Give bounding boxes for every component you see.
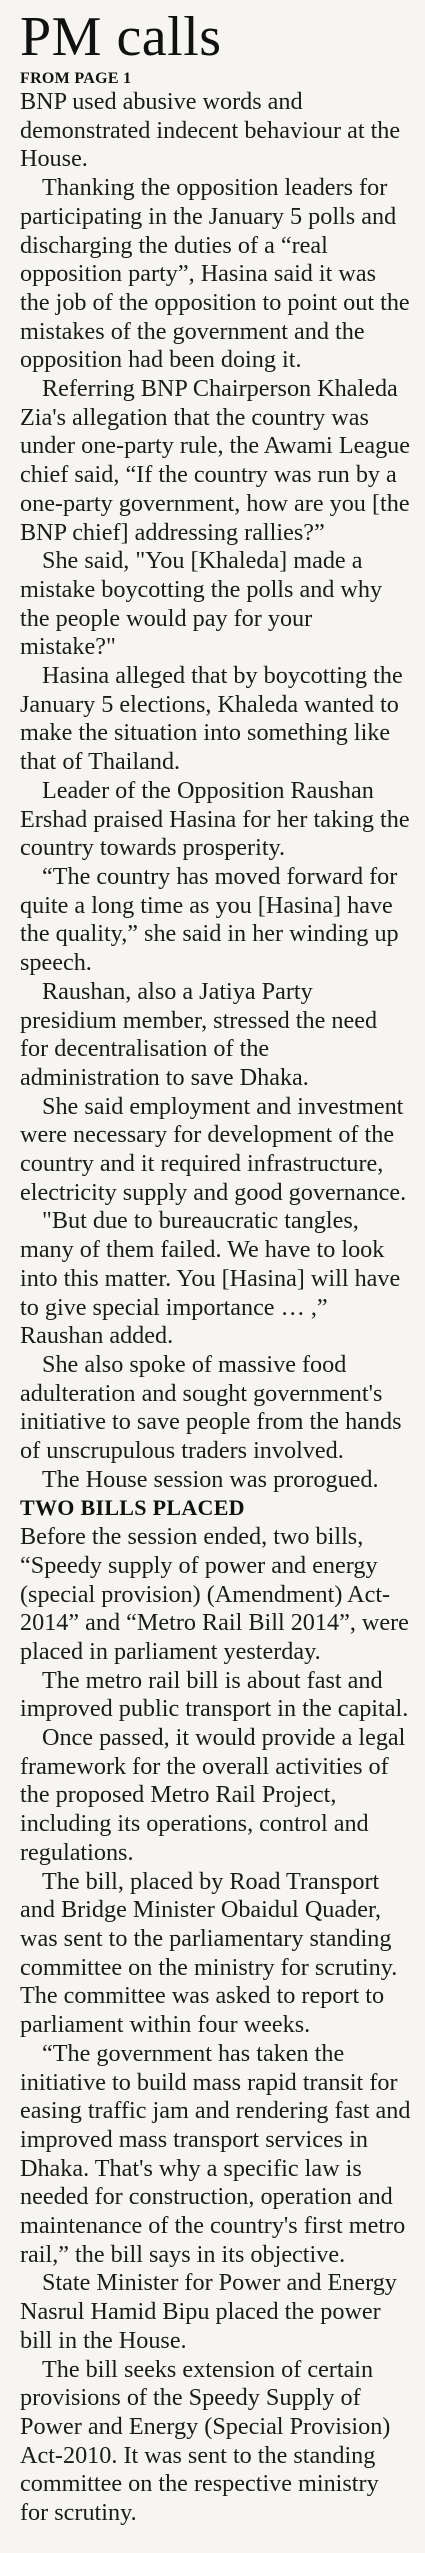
paragraph: She also spoke of massive food adulteration and sought government's initiative to save people from the hands of unscrupulous traders involved. [20,1350,402,1465]
paragraph: The metro rail bill is about fast and improved public transport in the capital. [20,1666,409,1723]
paragraph: The House session was prorogued. [42,1465,379,1493]
paragraph: State Minister for Power and Energy Nasrul Hamid Bipu placed the power bill in the House. [20,2269,397,2354]
headline: PM calls [20,6,222,68]
paragraph: “The government has taken the initiative to build mass rapid transit for easing traffic jam and rendering fast and improved mass transport services in Dhaka. That's why a specific law is needed for construction, operation and maintenance of the country's first metro rail,” the bill says in its objective. [20,2039,411,2268]
article-body [20,88,411,2528]
paragraph: She said employment and investment were necessary for development of the country and it required infrastructure, electricity supply and good governance. [20,1092,407,1206]
paragraph: Hasina alleged that by boycotting the January 5 elections, Khaleda wanted to make the situation into something like that of Thailand. [20,662,403,776]
paragraph: The bill seeks extension of certain provisions of the Speedy Supply of Power and Energy (Special Provision) Act-2010. It was sent to the standing committee on the respective ministry for scrutiny. [20,2355,391,2527]
dateline: FROM PAGE 1 [20,70,132,87]
paragraph: Raushan, also a Jatiya Party presidium member, stressed the need for decentralisation of the administration to save Dhaka. [20,977,378,1091]
paragraph: Thanking the opposition leaders for participating in the January 5 polls and discharging the duties of a “real opposition party”, Hasina said it was the job of the opposition to point out the mistakes of the government and the opposition had been doing it. [20,174,410,374]
paragraph: BNP used abusive words and demonstrated indecent behaviour at the House. [20,88,401,173]
paragraph: Once passed, it would provide a legal framework for the overall activities of the proposed Metro Rail Project, including its operations, control and regulations. [20,1724,406,1866]
paragraph: "But due to bureaucratic tangles, many of them failed. We have to look into this matter. You [Hasina] will have to give special importance … ,” Raushan added. [20,1207,401,1350]
section-subhead: TWO BILLS PLACED [20,1495,245,1521]
paragraph: “The country has moved forward for quite a long time as you [Hasina] have the quality,” she said in her winding up speech. [20,862,399,977]
paragraph: Referring BNP Chairperson Khaleda Zia's allegation that the country was under one-party rule, the Awami League chief said, “If the country was run by a one-party government, how are you [the BNP chief] addressing rallies?” [20,375,410,546]
paragraph: The bill, placed by Road Transport and Bridge Minister Obaidul Quader, was sent to the parliamentary standing committee on the ministry for scrutiny. The committee was asked to report to parliament within four weeks. [20,1867,398,2039]
paragraph: Leader of the Opposition Raushan Ershad praised Hasina for her taking the country towards prosperity. [20,776,410,862]
paragraph: Before the session ended, two bills, “Speedy supply of power and energy (special provision) (Amendment) Act-2014” and “Metro Rail Bill 2014”, were placed in parliament yesterday. [20,1523,409,1665]
paragraph: She said, "You [Khaleda] made a mistake boycotting the polls and why the people would pay for your mistake?" [20,547,383,661]
